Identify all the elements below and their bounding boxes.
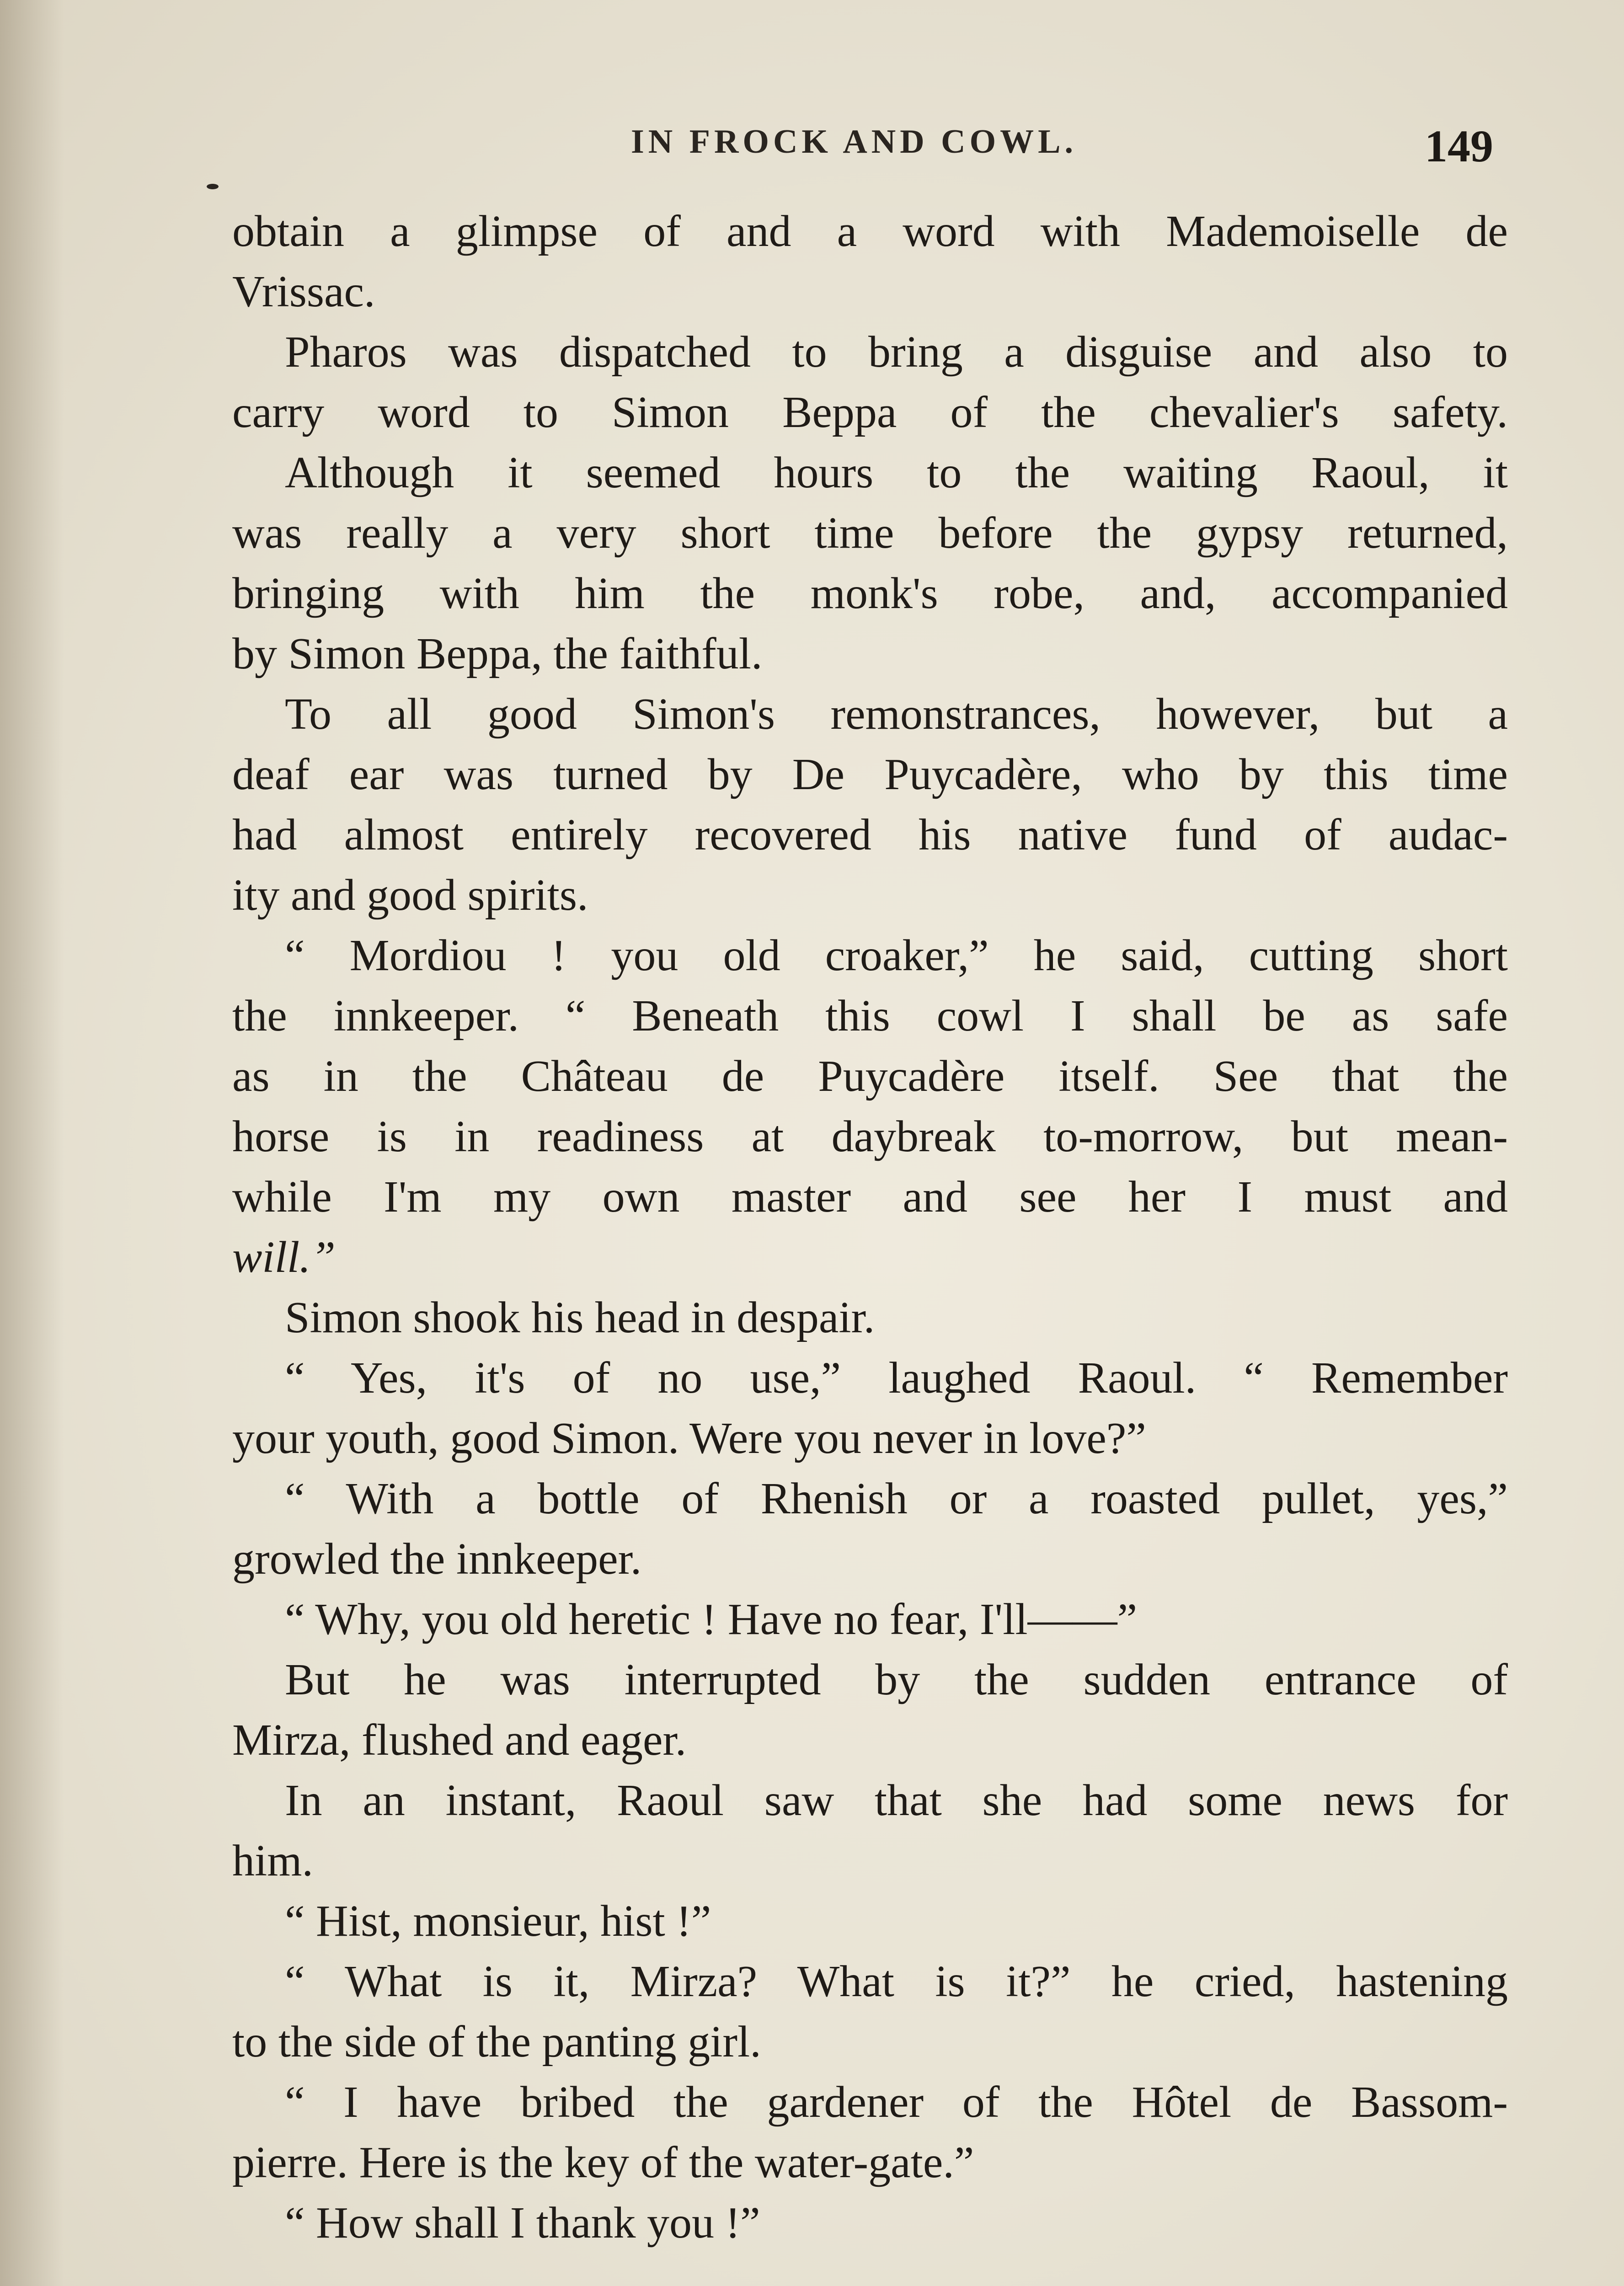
- text-line: “ Why, you old heretic ! Have no fear, I'll——”: [285, 1595, 1138, 1644]
- page-number: 149: [1425, 121, 1493, 171]
- text-line: had almost entirely recovered his native fund of audac-: [232, 810, 1508, 860]
- text-line: In an instant, Raoul saw that she had some news for: [285, 1776, 1508, 1825]
- text-line: To all good Simon's remonstrances, however, but a: [285, 689, 1508, 739]
- ink-speck: [207, 184, 219, 189]
- text-line: Vrissac.: [232, 267, 375, 316]
- text-line: “ What is it, Mirza? What is it?” he cried, hastening: [285, 1957, 1508, 2006]
- text-line: Simon shook his head in despair.: [285, 1293, 875, 1342]
- text-line: your youth, good Simon. Were you never in love?”: [232, 1414, 1146, 1463]
- text-line: to the side of the panting girl.: [232, 2017, 761, 2067]
- body-text: [232, 201, 1508, 2253]
- running-title: IN FROCK AND COWL.: [631, 123, 1078, 160]
- text-line: “ Mordiou ! you old croaker,” he said, cutting short: [285, 931, 1508, 980]
- text-line: Although it seemed hours to the waiting Raoul, it: [285, 448, 1508, 497]
- text-line: pierre. Here is the key of the water-gate.”: [232, 2138, 974, 2187]
- text-line: the innkeeper. “ Beneath this cowl I shall be as safe: [232, 991, 1508, 1041]
- text-line: by Simon Beppa, the faithful.: [232, 629, 763, 678]
- text-line: obtain a glimpse of and a word with Mademoiselle de: [232, 207, 1508, 256]
- text-line: horse is in readiness at daybreak to-morrow, but mean-: [232, 1112, 1508, 1161]
- page-gutter-shadow: [0, 0, 64, 2286]
- text-line: But he was interrupted by the sudden entrance of: [285, 1655, 1508, 1704]
- text-line: “ Hist, monsieur, hist !”: [285, 1896, 711, 1946]
- text-line: bringing with him the monk's robe, and, accompanied: [232, 569, 1508, 618]
- text-line: him.: [232, 1836, 313, 1885]
- text-line: Mirza, flushed and eager.: [232, 1715, 687, 1765]
- text-line: ity and good spirits.: [232, 871, 588, 920]
- text-line: was really a very short time before the gypsy returned,: [232, 508, 1508, 558]
- text-line: deaf ear was turned by De Puycadère, who by this time: [232, 750, 1508, 799]
- text-line: as in the Château de Puycadère itself. See that the: [232, 1052, 1508, 1101]
- text-line: “ With a bottle of Rhenish or a roasted pullet, yes,”: [285, 1474, 1508, 1523]
- text-line: “ Yes, it's of no use,” laughed Raoul. “ Remember: [285, 1353, 1508, 1403]
- text-line: growled the innkeeper.: [232, 1534, 642, 1584]
- text-line: “ How shall I thank you !”: [285, 2198, 760, 2248]
- text-line: while I'm my own master and see her I must and: [232, 1172, 1508, 1222]
- text-line: will.”: [232, 1233, 336, 1282]
- text-line: “ I have bribed the gardener of the Hôtel de Bassom-: [285, 2078, 1508, 2127]
- text-line: carry word to Simon Beppa of the chevalier's safety.: [232, 388, 1508, 437]
- text-line: Pharos was dispatched to bring a disguise and also to: [285, 327, 1508, 377]
